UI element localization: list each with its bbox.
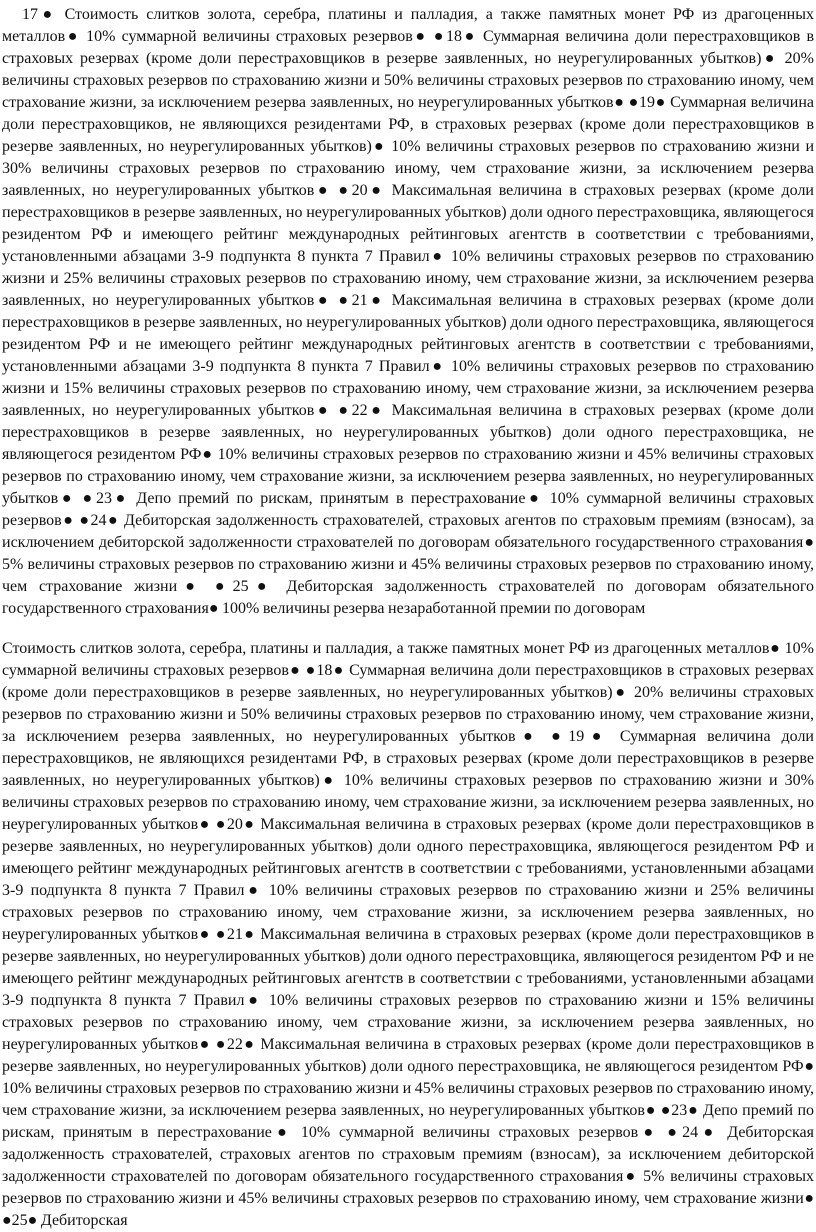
paragraph-1: 17● Стоимость слитков золота, серебра, платины и палладия, а также памятных монет РФ из драгоценных металлов● 10% суммарной величины страховых резервов● ●18● Суммарная величина доли перестраховщиков в страховых резервах (кроме доли перестраховщиков в резерве заявленных, но неурегулированных убытков)● 20% величины страховых резервов по страхованию жизни и 50% величины страховых резервов по страхованию иному, чем страхование жизни, за исключением резерва заявленных, но неурегулированных убытков● ●19● Суммарная величина доли перестраховщиков, не являющихся резидентами РФ, в страховых резервах (кроме доли перестраховщиков в резерве заявленных, но неурегулированных убытков)● 10% величины страховых резервов по страхованию жизни и 30% величины страховых резервов по страхованию иному, чем страхование жизни, за исключением резерва заявленных, но неурегулированных убытков● ●20● Максимальная величина в страховых резервах (кроме доли перестраховщиков в резерве заявленных, но неурегулированных убытков) доли одного перестраховщика, являющегося резидентом РФ и имеющего рейтинг международных рейтинговых агентств в соответствии с требованиями, установленными абзацами 3-9 подпункта 8 пункта 7 Правил● 10% величины страховых резервов по страхованию жизни и 25% величины страховых резервов по страхованию иному, чем страхование жизни, за исключением резерва заявленных, но неурегулированных убытков● ●21● Максимальная величина в страховых резервах (кроме доли перестраховщиков в резерве заявленных, но неурегулированных убытков) доли одного перестраховщика, являющегося резидентом РФ и не имеющего рейтинг международных рейтинговых агентств в соответствии с требованиями, установленными абзацами 3-9 подпункта 8 пункта 7 Правил● 10% величины страховых резервов по страхованию жизни и 15% величины страховых резервов по страхованию иному, чем страхование жизни, за исключением резерва заявленных, но неурегулированных убытков● ●22● Максимальная величина в страховых резервах (кроме доли перестраховщиков в резерве заявленных, но неурегулированных убытков) доли одного перестраховщика, не являющегося резидентом РФ● 10% величины страховых резервов по страхованию жизни и 45% величины страховых резервов по страхованию иному, чем страхование жизни, за исключением резерва заявленных, но неурегулированных убытков● ●23● Депо премий по рискам, принятым в перестрахование● 10% суммарной величины страховых резервов● ●24● Дебиторская задолженность страхователей, страховых агентов по страховым премиям (взносам), за исключением дебиторской задолженности страхователей по договорам обязательного государственного страхования● 5% величины страховых резервов по страхованию жизни и 45% величины страховых резервов по страхованию иному, чем страхование жизни● ●25● Дебиторская задолженность страхователей по договорам обязательного государственного страхования● 100% величины резерва незаработанной премии по договорам — [2, 6, 814, 617]
paragraph-2: Стоимость слитков золота, серебра, платины и палладия, а также памятных монет РФ из драгоценных металлов● 10% суммарной величины страховых резервов● ●18● Суммарная величина доли перестраховщиков в страховых резервах (кроме доли перестраховщиков в резерве заявленных, но неурегулированных убытков)● 20% величины страховых резервов по страхованию жизни и 50% величины страховых резервов по страхованию иному, чем страхование жизни, за исключением резерва заявленных, но неурегулированных убытков● ●19● Суммарная величина доли перестраховщиков, не являющихся резидентами РФ, в страховых резервах (кроме доли перестраховщиков в резерве заявленных, но неурегулированных убытков)● 10% величины страховых резервов по страхованию жизни и 30% величины страховых резервов по страхованию иному, чем страхование жизни, за исключением резерва заявленных, но неурегулированных убытков● ●20● Максимальная величина в страховых резервах (кроме доли перестраховщиков в резерве заявленных, но неурегулированных убытков) доли одного перестраховщика, являющегося резидентом РФ и имеющего рейтинг международных рейтинговых агентств в соответствии с требованиями, установленными абзацами 3-9 подпункта 8 пункта 7 Правил● 10% величины страховых резервов по страхованию жизни и 25% величины страховых резервов по страхованию иному, чем страхование жизни, за исключением резерва заявленных, но неурегулированных убытков● ●21● Максимальная величина в страховых резервах (кроме доли перестраховщиков в резерве заявленных, но неурегулированных убытков) доли одного перестраховщика, являющегося резидентом РФ и не имеющего рейтинг международных рейтинговых агентств в соответствии с требованиями, установленными абзацами 3-9 подпункта 8 пункта 7 Правил● 10% величины страховых резервов по страхованию жизни и 15% величины страховых резервов по страхованию иному, чем страхование жизни, за исключением резерва заявленных, но неурегулированных убытков● ●22● Максимальная величина в страховых резервах (кроме доли перестраховщиков в резерве заявленных, но неурегулированных убытков) доли одного перестраховщика, не являющегося резидентом РФ● 10% величины страховых резервов по страхованию жизни и 45% величины страховых резервов по страхованию иному, чем страхование жизни, за исключением резерва заявленных, но неурегулированных убытков● ●23● Депо премий по рискам, принятым в перестрахование● 10% суммарной величины страховых резервов● ●24● Дебиторская задолженность страхователей, страховых агентов по страховым премиям (взносам), за исключением дебиторской задолженности страхователей по договорам обязательного государственного страхования● 5% величины страховых резервов по страхованию жизни и 45% величины страховых резервов по страхованию иному, чем страхование жизни● ●25● Дебиторская — [2, 640, 814, 1229]
